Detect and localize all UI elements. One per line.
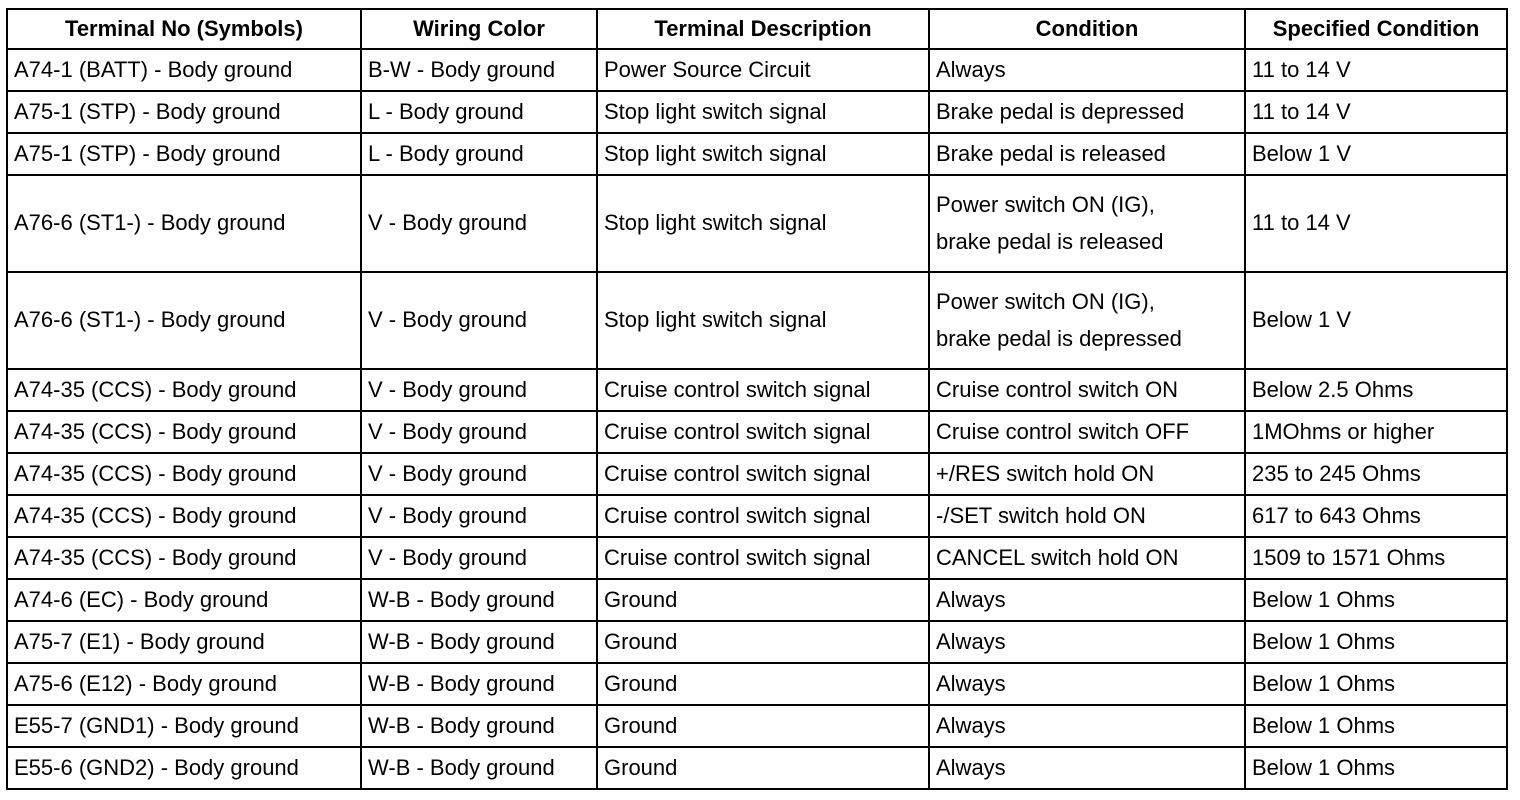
cell-condition [929, 705, 1245, 747]
condition-line: +/RES switch hold ON [936, 460, 1155, 486]
cell-terminal: A74-35 (CCS) - Body ground [7, 369, 361, 411]
terminal-table [6, 8, 1508, 790]
cell-wiring-color: W-B - Body ground [361, 621, 597, 663]
cell-description: Ground [597, 747, 929, 789]
table-row [7, 369, 1507, 411]
table-row [7, 579, 1507, 621]
cell-terminal: A76-6 (ST1-) - Body ground [7, 272, 361, 369]
cell-wiring-color: W-B - Body ground [361, 747, 597, 789]
cell-specified-condition: Below 2.5 Ohms [1245, 369, 1507, 411]
table-row [7, 411, 1507, 453]
condition-line: Always [936, 754, 1006, 780]
condition-line: brake pedal is depressed [936, 325, 1182, 351]
cell-wiring-color: V - Body ground [361, 495, 597, 537]
header-row [7, 9, 1507, 49]
cell-specified-condition: 11 to 14 V [1245, 91, 1507, 133]
cell-specified-condition: 235 to 245 Ohms [1245, 453, 1507, 495]
cell-specified-condition: Below 1 Ohms [1245, 579, 1507, 621]
header-wiring-color: Wiring Color [361, 9, 597, 49]
condition-line: Always [936, 712, 1006, 738]
cell-description: Stop light switch signal [597, 175, 929, 272]
cell-specified-condition: Below 1 Ohms [1245, 663, 1507, 705]
cell-specified-condition: 11 to 14 V [1245, 175, 1507, 272]
cell-wiring-color: W-B - Body ground [361, 579, 597, 621]
cell-terminal: A75-7 (E1) - Body ground [7, 621, 361, 663]
cell-terminal: A74-1 (BATT) - Body ground [7, 49, 361, 91]
table-row [7, 705, 1507, 747]
cell-description: Cruise control switch signal [597, 369, 929, 411]
table-row [7, 747, 1507, 789]
condition-line: -/SET switch hold ON [936, 502, 1146, 528]
cell-specified-condition: 1509 to 1571 Ohms [1245, 537, 1507, 579]
condition-line: Always [936, 628, 1006, 654]
condition-line: Always [936, 586, 1006, 612]
header-terminal-description: Terminal Description [597, 9, 929, 49]
cell-condition [929, 133, 1245, 175]
cell-condition [929, 747, 1245, 789]
cell-description: Cruise control switch signal [597, 495, 929, 537]
cell-wiring-color: V - Body ground [361, 411, 597, 453]
header-terminal-no: Terminal No (Symbols) [7, 9, 361, 49]
cell-terminal: A74-6 (EC) - Body ground [7, 579, 361, 621]
cell-description: Ground [597, 579, 929, 621]
table-body [7, 49, 1507, 789]
cell-condition [929, 663, 1245, 705]
cell-terminal: A74-35 (CCS) - Body ground [7, 411, 361, 453]
cell-condition [929, 579, 1245, 621]
cell-terminal: A74-35 (CCS) - Body ground [7, 537, 361, 579]
cell-specified-condition: Below 1 Ohms [1245, 621, 1507, 663]
condition-line: CANCEL switch hold ON [936, 544, 1179, 570]
cell-specified-condition: Below 1 Ohms [1245, 747, 1507, 789]
cell-specified-condition: 1MOhms or higher [1245, 411, 1507, 453]
condition-line: Cruise control switch ON [936, 376, 1179, 402]
cell-description: Ground [597, 663, 929, 705]
cell-description: Cruise control switch signal [597, 537, 929, 579]
table-row [7, 537, 1507, 579]
cell-wiring-color: B-W - Body ground [361, 49, 597, 91]
cell-wiring-color: V - Body ground [361, 453, 597, 495]
cell-condition [929, 453, 1245, 495]
cell-description: Stop light switch signal [597, 91, 929, 133]
cell-description: Cruise control switch signal [597, 453, 929, 495]
cell-wiring-color: W-B - Body ground [361, 705, 597, 747]
condition-line: Brake pedal is depressed [936, 98, 1185, 124]
table-row [7, 91, 1507, 133]
table-row [7, 663, 1507, 705]
cell-condition [929, 495, 1245, 537]
cell-condition [929, 621, 1245, 663]
condition-line: Always [936, 56, 1006, 82]
cell-specified-condition: Below 1 Ohms [1245, 705, 1507, 747]
cell-description: Cruise control switch signal [597, 411, 929, 453]
condition-line: Cruise control switch OFF [936, 418, 1190, 444]
cell-terminal: A74-35 (CCS) - Body ground [7, 495, 361, 537]
table-row [7, 49, 1507, 91]
header-specified-condition: Specified Condition [1245, 9, 1507, 49]
cell-condition [929, 369, 1245, 411]
cell-terminal: A76-6 (ST1-) - Body ground [7, 175, 361, 272]
cell-description: Stop light switch signal [597, 133, 929, 175]
cell-terminal: A75-1 (STP) - Body ground [7, 91, 361, 133]
cell-wiring-color: W-B - Body ground [361, 663, 597, 705]
cell-wiring-color: V - Body ground [361, 369, 597, 411]
terminal-table-container [6, 8, 1508, 790]
condition-line: Brake pedal is released [936, 140, 1166, 166]
cell-wiring-color: V - Body ground [361, 175, 597, 272]
cell-terminal: E55-6 (GND2) - Body ground [7, 747, 361, 789]
condition-line: Always [936, 670, 1006, 696]
table-row [7, 272, 1507, 369]
cell-condition [929, 537, 1245, 579]
cell-terminal: A74-35 (CCS) - Body ground [7, 453, 361, 495]
cell-terminal: A75-1 (STP) - Body ground [7, 133, 361, 175]
cell-description: Ground [597, 621, 929, 663]
table-row [7, 621, 1507, 663]
cell-condition [929, 175, 1245, 272]
header-condition: Condition [929, 9, 1245, 49]
cell-wiring-color: V - Body ground [361, 537, 597, 579]
cell-condition [929, 411, 1245, 453]
cell-condition [929, 91, 1245, 133]
cell-wiring-color: L - Body ground [361, 91, 597, 133]
cell-specified-condition: Below 1 V [1245, 133, 1507, 175]
table-row [7, 453, 1507, 495]
cell-wiring-color: L - Body ground [361, 133, 597, 175]
cell-specified-condition: 11 to 14 V [1245, 49, 1507, 91]
cell-condition [929, 272, 1245, 369]
cell-description: Power Source Circuit [597, 49, 929, 91]
cell-description: Stop light switch signal [597, 272, 929, 369]
cell-wiring-color: V - Body ground [361, 272, 597, 369]
cell-specified-condition: 617 to 643 Ohms [1245, 495, 1507, 537]
cell-terminal: A75-6 (E12) - Body ground [7, 663, 361, 705]
cell-condition [929, 49, 1245, 91]
table-row [7, 175, 1507, 272]
condition-line: Power switch ON (IG), [936, 289, 1155, 315]
condition-line: Power switch ON (IG), [936, 192, 1155, 218]
cell-description: Ground [597, 705, 929, 747]
cell-specified-condition: Below 1 V [1245, 272, 1507, 369]
table-row [7, 133, 1507, 175]
table-row [7, 495, 1507, 537]
condition-line: brake pedal is released [936, 228, 1164, 254]
cell-terminal: E55-7 (GND1) - Body ground [7, 705, 361, 747]
